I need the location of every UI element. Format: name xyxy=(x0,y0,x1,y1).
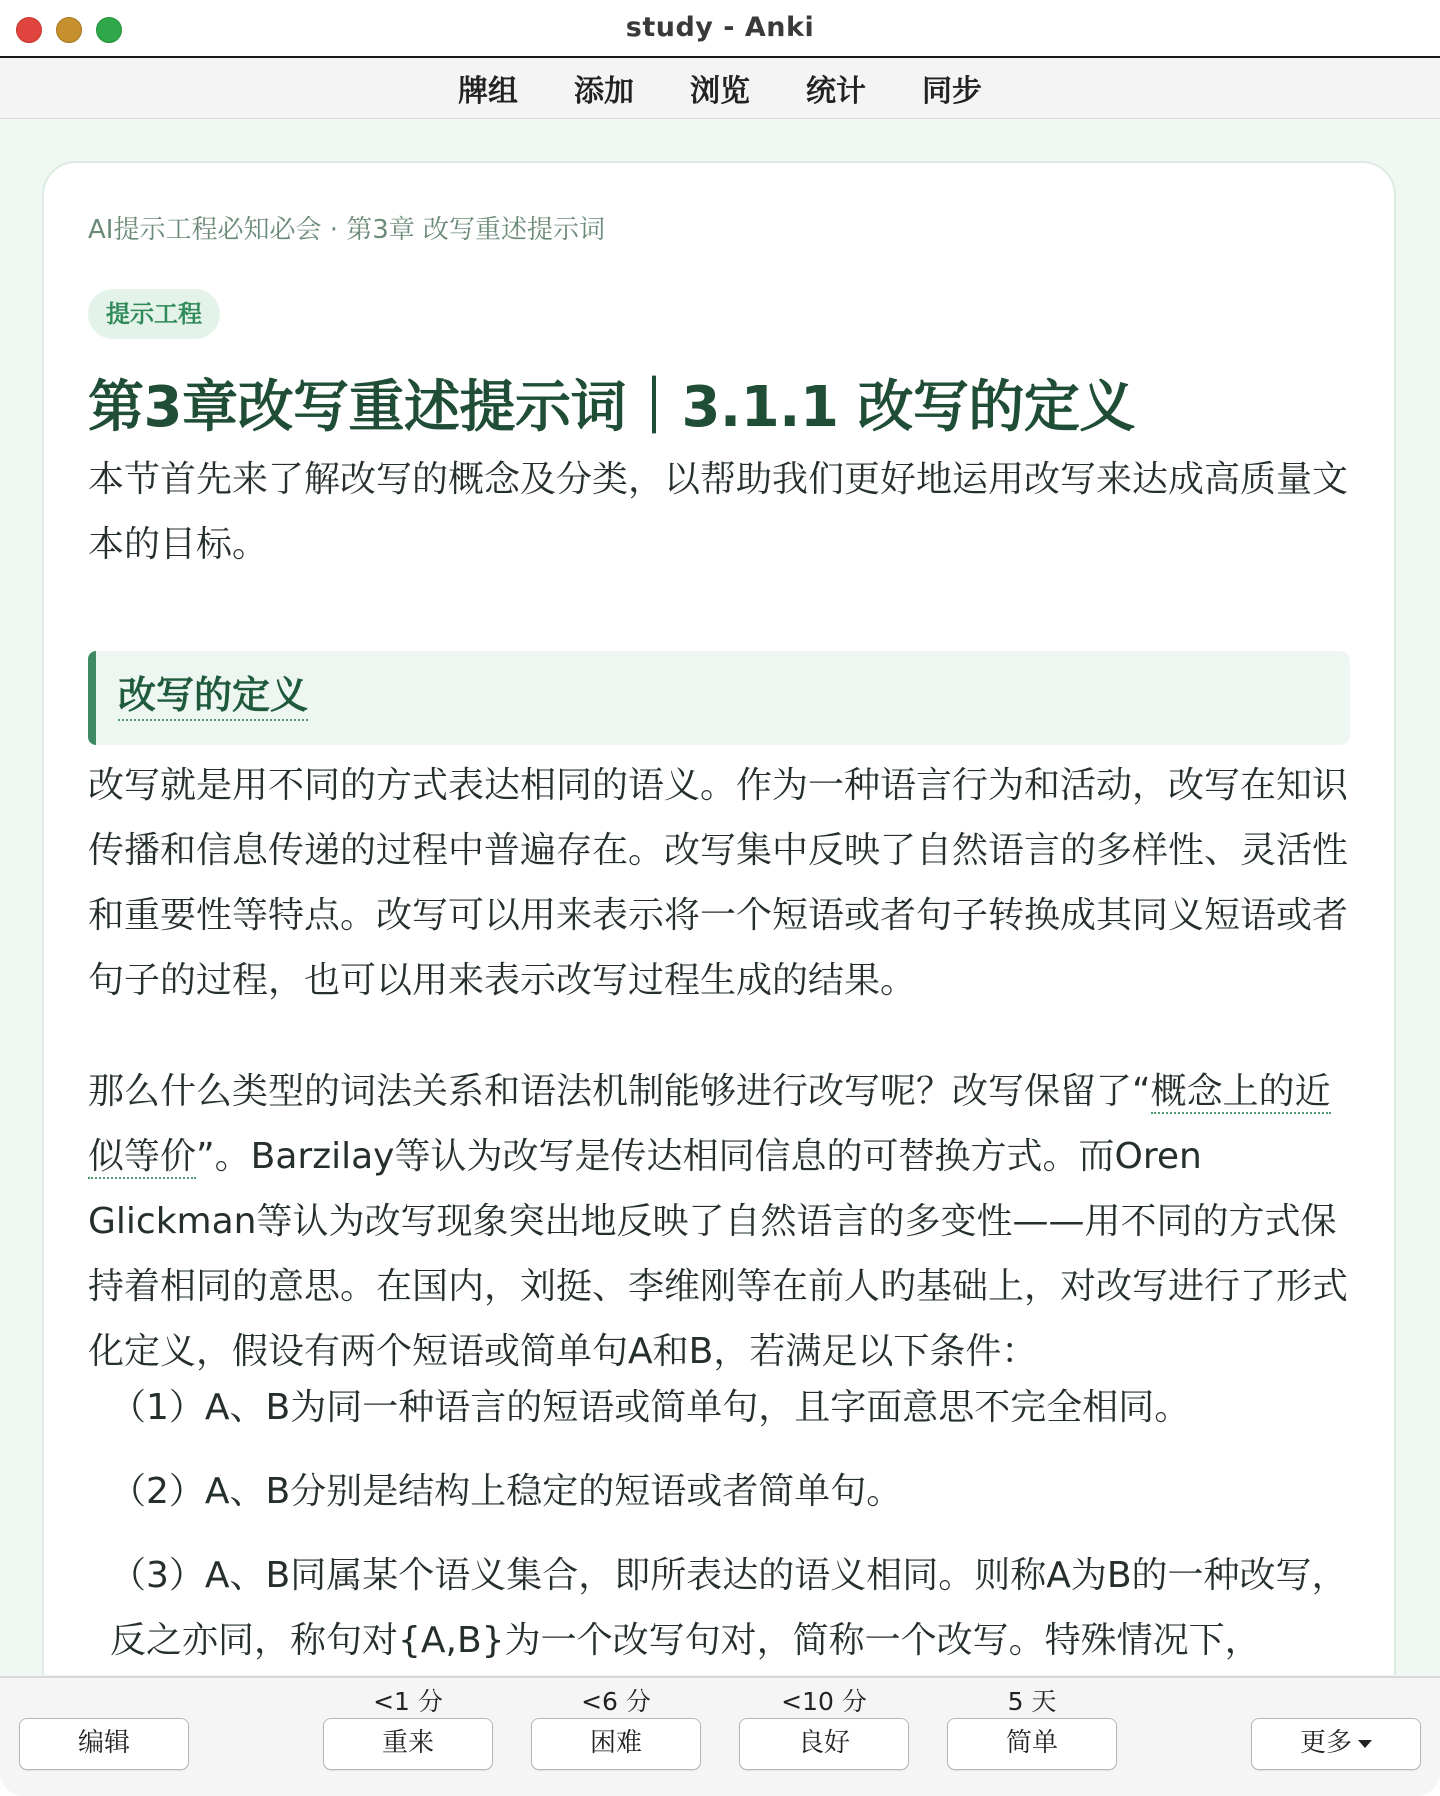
breadcrumb: AI提示工程必知必会 · 第3章 改写重述提示词 xyxy=(88,215,606,245)
easy-button[interactable]: 简单 xyxy=(947,1718,1117,1770)
condition-item-2: （2）A、B分别是结构上稳定的短语或者简单句。 xyxy=(110,1471,903,1512)
section-title: 改写的定义 xyxy=(118,673,308,721)
history-paragraph xyxy=(88,1059,1350,1384)
good-interval: <10 分 xyxy=(781,1687,867,1716)
tag-badge: 提示工程 xyxy=(88,289,220,339)
main-toolbar xyxy=(0,58,1440,119)
history-text-pre: 那么什么类型的词法关系和语法机制能够进行改写呢？改写保留了“ xyxy=(88,1071,1151,1112)
highlighted-term: 概念上的近似等价 xyxy=(88,1071,1331,1177)
intro-paragraph: 本节首先来了解改写的概念及分类，以帮助我们更好地运用改写来达成高质量文本的目标。 xyxy=(88,459,1349,565)
hard-interval: <6 分 xyxy=(581,1687,651,1716)
definition-paragraph: 改写就是用不同的方式表达相同的语义。作为一种语言行为和活动，改写在知识传播和信息传递的过程中普遍存在。改写集中反映了自然语言的多样性、灵活性和重要性等特点。改写可以用来表示将一个短语或者句子转换成其同义短语或者句子的过程，也可以用来表示改写过程生成的结果。 xyxy=(88,765,1349,1001)
toolbar-sync[interactable]: 同步 xyxy=(922,74,982,109)
again-interval: <1 分 xyxy=(373,1687,443,1716)
toolbar-decks[interactable]: 牌组 xyxy=(458,74,518,109)
toolbar-stats[interactable]: 统计 xyxy=(806,74,866,109)
history-text-post: ”。Barzilay等认为改写是传达相同信息的可替换方式。而Oren Glickman等认为改写现象突出地反映了自然语言的多变性——用不同的方式保持着相同的意思。在国内，刘挺、李维刚等在前人旳基础上，对改写进行了形式化定义，假设有两个短语或简单句A和B，若满足以下条件： xyxy=(88,1136,1349,1372)
again-button[interactable]: 重来 xyxy=(323,1718,493,1770)
hard-button[interactable]: 困难 xyxy=(531,1718,701,1770)
more-button[interactable] xyxy=(1251,1718,1421,1770)
more-label: 更多 xyxy=(1299,1728,1352,1758)
title-bar xyxy=(0,0,1440,58)
good-button[interactable]: 良好 xyxy=(739,1718,909,1770)
flashcard xyxy=(42,161,1396,1675)
answer-bar xyxy=(0,1676,1440,1796)
toolbar-browse[interactable]: 浏览 xyxy=(690,74,750,109)
review-area[interactable] xyxy=(0,119,1440,1675)
condition-item-3: （3）A、B同属某个语义集合，即所表达的语义相同。则称A为B的一种改写，反之亦同，称句对{A,B}为一个改写句对，简称一个改写。特殊情况下， xyxy=(110,1555,1348,1661)
card-heading: 第3章改写重述提示词｜3.1.1 改写的定义 xyxy=(88,375,1135,440)
condition-item-1: （1）A、B为同一种语言的短语或简单句，且字面意思不完全相同。 xyxy=(110,1387,1191,1428)
toolbar-add[interactable]: 添加 xyxy=(574,74,634,109)
easy-interval: 5 天 xyxy=(1007,1687,1057,1716)
section-header-box xyxy=(88,651,1350,745)
caret-down-icon xyxy=(1358,1740,1372,1748)
edit-button[interactable]: 编辑 xyxy=(19,1718,189,1770)
window-title: study - Anki xyxy=(625,12,815,43)
